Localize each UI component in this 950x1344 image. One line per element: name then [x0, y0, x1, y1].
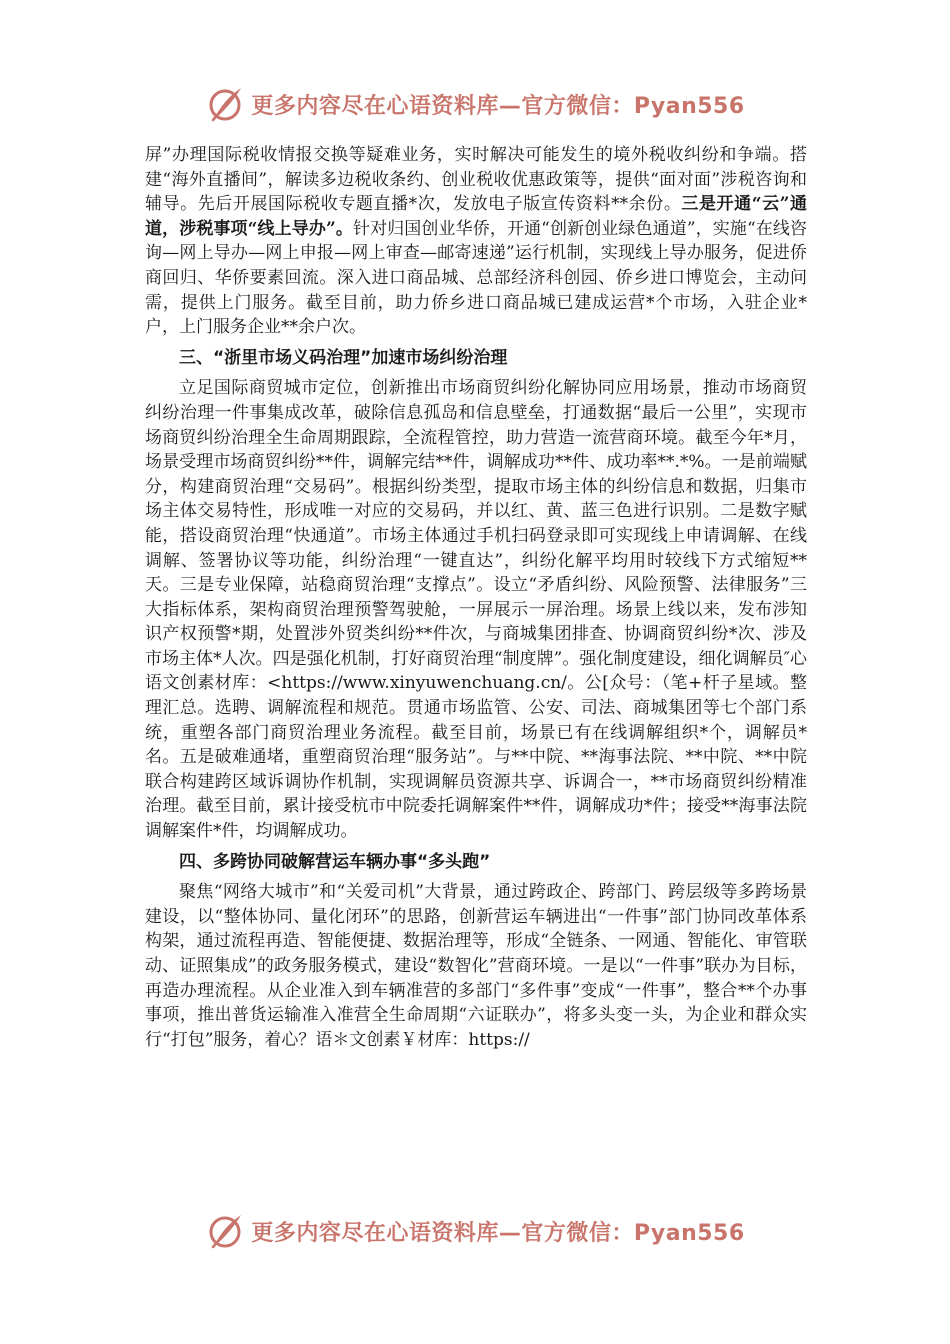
paragraph-section-4: 聚焦“网络大城市”和“关爱司机”大背景，通过跨政企、跨部门、跨层级等多跨场景建设，以“整体协同、量化闭环”的思路，创新营运车辆进出“一件事”部门协同改革体系构架，通过流程再造、智能便捷、数据治理等，形成“全链条、一网通、智能化、审管联动、证照集成”的政务服务模式，建设“数智化”营商环境。一是以“一件事”联办为目标，再造办理流程。从企业准入到车辆准营的多部门“多件事”变成“一件事”，整合**个办事事项，推出普货运输准入准营全生命周期“六证联办”，将多头变一头，为企业和群众实行“打包”服务，着心？语＊文创素￥材库：https://: [145, 882, 807, 1050]
quill-pen-icon: [205, 1211, 245, 1251]
paragraph-section-3: 立足国际商贸城市定位，创新推出市场商贸纠纷化解协同应用场景，推动市场商贸纠纷治理一件事集成改革，破除信息孤岛和信息壁垒，打通数据“最后一公里”，实现市场商贸纠纷治理全生命周期跟踪，全流程管控，助力营造一流营商环境。截至今年*月，场景受理市场商贸纠纷**件，调解完结**件，调解成功**件、成功率**.*%。一是前端赋分，构建商贸治理“交易码”。根据纠纷类型，提取市场主体的纠纷信息和数据，归集市场主体交易特性，形成唯一对应的交易码，并以红、黄、蓝三色进行识别。二是数字赋能，搭设商贸治理“快通道”。市场主体通过手机扫码登录即可实现线上申请调解、在线调解、签署协议等功能，纠纷治理“一键直达”，纠纷化解平均用时较线下方式缩短**天。三是专业保障，站稳商贸治理“支撑点”。设立“矛盾纠纷、风险预警、法律服务”三大指标体系，架构商贸治理预警驾驶舱，一屏展示一屏治理。场景上线以来，发布涉知识产权预警*期，处置涉外贸类纠纷**件次，与商城集团排查、协调商贸纠纷*次、涉及市场主体*人次。四是强化机制，打好商贸治理“制度牌”。强化制度建设，细化调解员″心语文创素材库：<https://www.xinyuwenchuang.cn/。公[众号：（笔+杆子星域。整理汇总。选聘、调解流程和规范。贯通市场监管、公安、司法、商城集团等七个部门系统，重塑各部门商贸治理业务流程。截至目前，场景已有在线调解组织*个，调解员*名。五是破难通堵，重塑商贸治理“服务站”。与**中院、**海事法院、**中院、**中院联合构建跨区域诉调协作机制，实现调解员资源共享、诉调合一，**市场商贸纠纷精准治理。截至目前，累计接受杭市中院委托调解案件**件，调解成功*件；接受**海事法院调解案件*件，均调解成功。: [145, 378, 807, 842]
document-body: [145, 143, 807, 1052]
paragraph-text: 屏”办理国际税收情报交换等疑难业务，实时解决可能发生的境外税收纠纷和争端。搭建“海外直播间”，解读多边税收条约、创业税收优惠政策等，提供“面对面”涉税咨询和辅导。先后开展国际税收专题直播*次，发放电子版宣传资料**余份。: [145, 145, 807, 215]
section-heading-3: 三、“浙里市场义码治理”加速市场纠纷治理: [179, 347, 508, 368]
footer-banner: [0, 1206, 950, 1256]
paragraph-text: 针对归国创业华侨，开通“创新创业绿色通道”，实施“在线咨询—网上导办—网上申报—网上审查—邮寄速递”运行机制，实现线上导办服务，促进侨商回归、华侨要素回流。深入进口商品城、总部经济科创园、侨乡进口博览会，主动问需，提供上门服务。截至目前，助力侨乡进口商品城已建成运营*个市场，入驻企业*户，上门服务企业**余户次。: [145, 218, 807, 338]
banner-text: 更多内容尽在心语资料库—官方微信：Pyan556: [251, 93, 745, 119]
paragraph-continued: [145, 143, 807, 340]
banner-text: 更多内容尽在心语资料库—官方微信：Pyan556: [251, 1220, 745, 1246]
section-heading-4: 四、多跨协同破解营运车辆办事“多头跑”: [179, 851, 491, 872]
header-banner: [0, 79, 950, 129]
paragraph-bold-text: 三是开通“云”通道，涉税事项“线上导办”。: [145, 194, 808, 239]
quill-pen-icon: [205, 84, 245, 124]
